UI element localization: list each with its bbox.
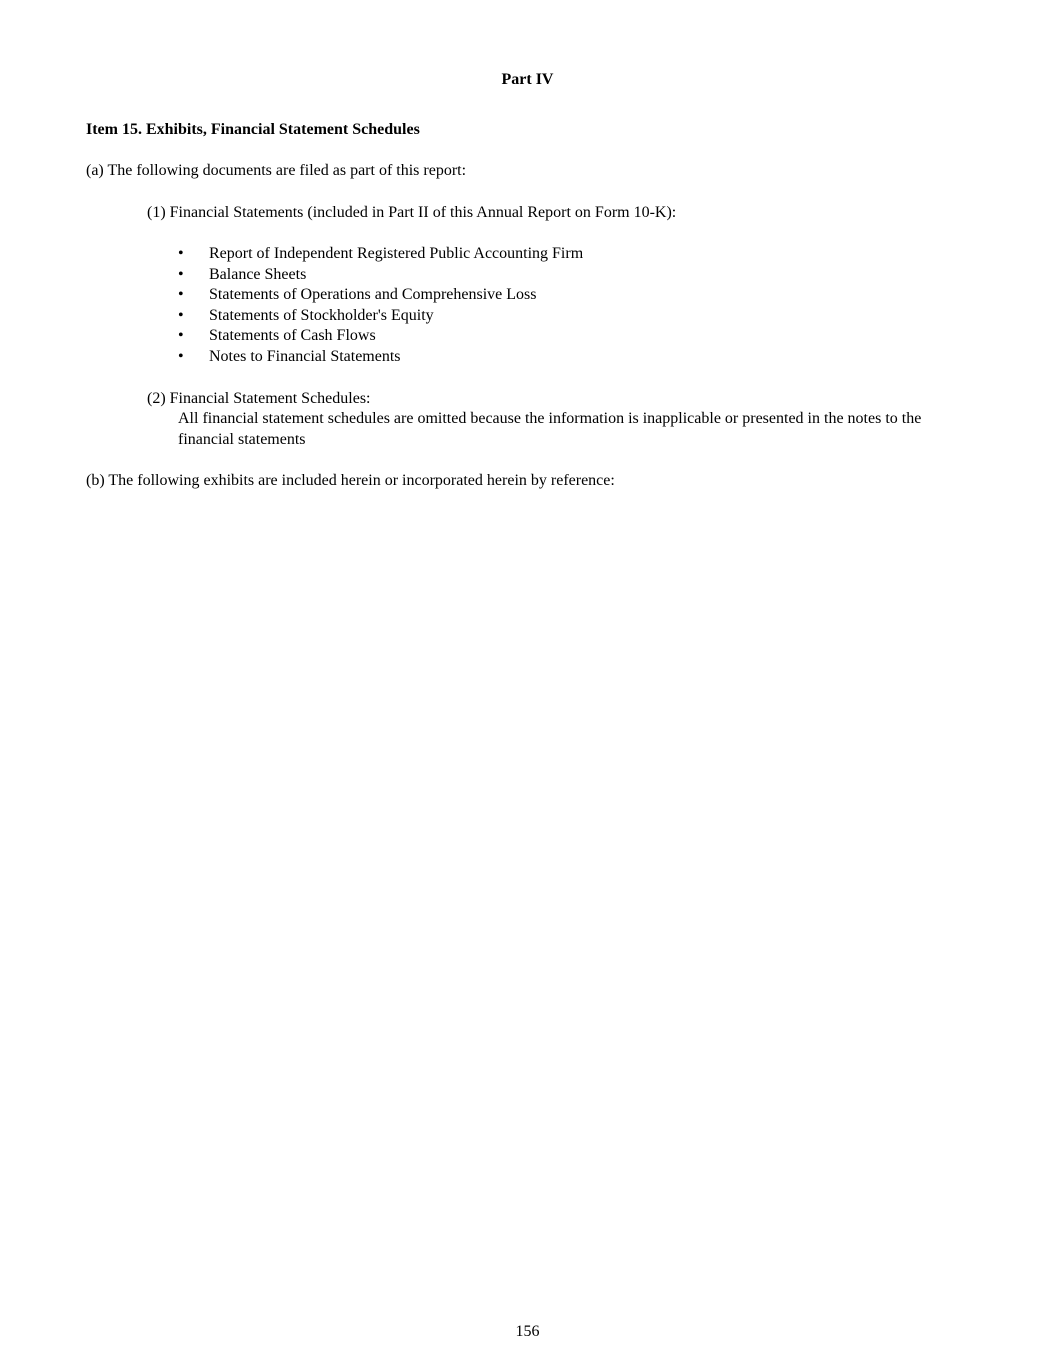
financial-statements-label: (1) Financial Statements (included in Part II of this Annual Report on Form 10-K):	[147, 204, 677, 221]
bullet-icon: •	[178, 286, 184, 304]
list-item-text: Statements of Stockholder's Equity	[209, 306, 434, 324]
list-item-text: Statements of Operations and Comprehensive Loss	[209, 286, 537, 304]
paragraph-a: (a) The following documents are filed as part of this report:	[86, 162, 467, 179]
list-item-text: Statements of Cash Flows	[209, 327, 376, 345]
paragraph-b: (b) The following exhibits are included herein or incorporated herein by reference:	[86, 472, 615, 489]
list-item-text: Notes to Financial Statements	[209, 347, 401, 365]
bullet-icon: •	[178, 306, 184, 324]
item-heading: Item 15. Exhibits, Financial Statement Schedules	[86, 121, 420, 138]
page-number: 156	[515, 1323, 540, 1340]
list-item-text: Report of Independent Registered Public Accounting Firm	[209, 245, 584, 262]
bullet-icon: •	[178, 265, 184, 283]
bullet-icon: •	[178, 347, 184, 365]
bullet-icon: •	[178, 245, 184, 262]
schedules-body: All financial statement schedules are omitted because the information is inapplicable or presented in the notes to the financial statements	[178, 410, 922, 448]
bullet-icon: •	[178, 327, 184, 345]
schedules-label: (2) Financial Statement Schedules:	[147, 390, 371, 407]
list-item-text: Balance Sheets	[209, 265, 307, 283]
part-title: Part IV	[501, 71, 554, 88]
